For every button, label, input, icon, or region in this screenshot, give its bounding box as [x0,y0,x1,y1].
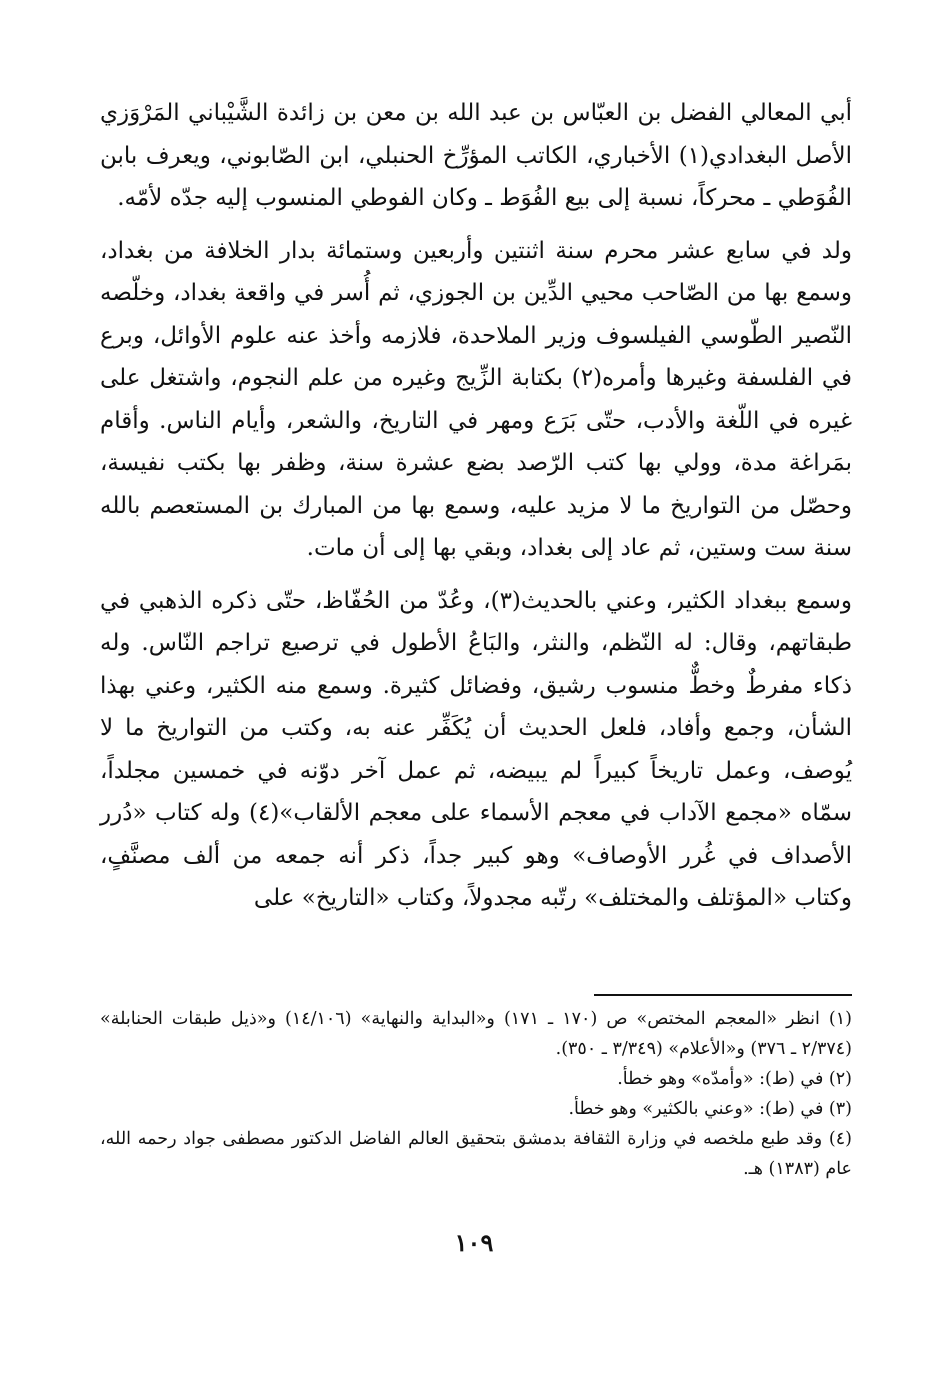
footnote-divider [594,994,852,996]
page-number: ١٠٩ [454,1228,494,1257]
footnote-2: (٢) في (ط): «وأمدّه» وهو خطأ. [617,1069,852,1089]
footnote-3: (٣) في (ط): «وعني بالكثير» وهو خطأ. [568,1099,852,1119]
footnote-1: (١) انظر «المعجم المختص» ص (١٧٠ ـ ١٧١) و«البداية والنهاية» (١٤/١٠٦) و«ذيل طبقات الحنابلة» (٢/٣٧٤ ـ ٣٧٦) و«الأعلام» (٣/٣٤٩ ـ ٣٥٠). [100,1009,852,1059]
page-body [100,92,852,1179]
biography-paragraph: أبي المعالي الفضل بن العبّاس بن عبد الله بن معن بن زائدة الشَّيْباني المَرْوَزي الأصل البغدادي(١) الأخباري، الكاتب المؤرِّخ الحنبلي، ابن الصّابوني، ويعرف بابن الفُوَطي ـ محركاً، نسبة إلى بيع الفُوَط ـ وكان الفوطي المنسوب إليه جدّه لأمّه. [100,100,852,211]
scholarship-paragraph: وسمع ببغداد الكثير، وعني بالحديث(٣)، وعُدّ من الحُفّاظ، حتّى ذكره الذهبي في طبقاتهم، وقال: له النّظم، والنثر، والبَاعُ الأطول في ترصيع تراجم النّاس. وله ذكاء مفرطٌ وخطٌّ منسوب رشيق، وفضائل كثيرة. وسمع منه الكثير، وعني بهذا الشأن، وجمع وأفاد، فلعل الحديث أن يُكَفِّر عنه به، وكتب من التواريخ ما لا يُوصف، وعمل تاريخاً كبيراً لم يبيضه، ثم عمل آخر دوّنه في خمسين مجلداً، سمّاه «مجمع الآداب في معجم الأسماء على معجم الألقاب»(٤) وله كتاب «دُرر الأصداف في غُرر الأوصاف» وهو كبير جداً، ذكر أنه جمعه من ألف مصنَّفٍ، وكتاب «المؤتلف والمختلف» رتّبه مجدولاً، وكتاب «التاريخ» على [100,587,852,911]
footnote-4: (٤) وقد طبع ملخصه في وزارة الثقافة بدمشق بتحقيق العالم الفاضل الدكتور مصطفى جواد رحمه الله، عام (١٣٨٣) هـ. [100,1129,852,1179]
footnotes [100,1004,852,1184]
birth-paragraph: ولد في سابع عشر محرم سنة اثنتين وأربعين وستمائة بدار الخلافة من بغداد، وسمع بها من الصّاحب محيي الدِّين بن الجوزي، ثم أُسر في واقعة بغداد، وخلّصه النّصير الطّوسي الفيلسوف وزير الملاحدة، فلازمه وأخذ عنه علوم الأوائل، وبرع في الفلسفة وغيرها وأمره(٢) بكتابة الزِّيج وغيره من علم النجوم، واشتغل على غيره في اللّغة والأدب، حتّى بَرَع ومهر في التاريخ، والشعر، وأيام الناس. وأقام بمَراغة مدة، وولي بها كتب الرّصد بضع عشرة سنة، وظفر بها بكتب نفيسة، وحصّل من التواريخ ما لا مزيد عليه، وسمع بها من المبارك بن المستعصم بالله سنة ست وستين، ثم عاد إلى بغداد، وبقي بها إلى أن مات. [100,237,852,561]
